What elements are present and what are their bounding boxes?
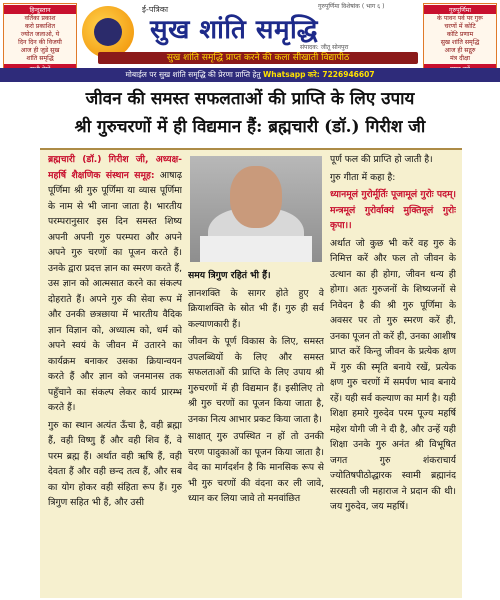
sanskrit-verse: ध्यानमूलं गुरोर्मूर्तिः पूजामूलं गुरोः पदम्। मन्त्रमूलं गुरोर्वाक्यं मुक्तिमूलं गुरोः कृपा।। — [330, 189, 456, 231]
headline-line-1: जीवन की समस्त सफलताओं की प्राप्ति के लिए उपाय — [85, 89, 415, 109]
masthead — [0, 0, 500, 82]
top-divider — [40, 148, 462, 150]
article-paragraph: गुरु का स्थान अत्यंत ऊँचा है, वही ब्रह्मा हैं, वही विष्णु हैं और वही शिव हैं, वे परम ब्रह्म हैं। अर्थात वही ऋषि हैं, वही देवता हैं और वही छन्द तत्व हैं, और सब का योग होकर वही संहिता रूप हैं। गुरु त्रिगुण सहित भी हैं, और उसी — [48, 419, 182, 508]
editor-credit: संपादक: जीतू सोनपुरा — [300, 44, 349, 51]
article-paragraph: अर्थात जो कुछ भी करें वह गुरु के निमित्त करें और फल तो जीवन के उत्थान का ही होगा, जीवन धन्य ही होगा। अतः गुरुजनों के शिष्यजनों से निवेदन है की श्री गुरु पूर्णिमा के अवसर पर तो गुरु स्मरण करें ही, उनका पूजन तो करें ही, उनका आशीष प्राप्त करें किन्तु जीवन के प्रत्येक क्षण में गुरु की स्मृति बनाये रखें, प्रत्येक क्षण गुरु चरणों में समर्पण भाव बनाये रहें। यही सर्व कल्याण का मार्ग है। यही शिक्षा हमारे गुरुदेव परम पूज्य महर्षि महेश योगी जी ने दी है, और उन्हें यही शिक्षा उनके गुरु अनंत श्री विभूषित जगत गुरु शंकराचार्य ज्योतिषपीठोद्धारक स्वामी ब्रह्मानंद सरस्वती जी महाराज ने प्रदान की थी। जय गुरुदेव, जय महर्षि। — [330, 237, 456, 512]
article-body — [40, 148, 462, 598]
article-paragraph: साक्षात् गुरु उपस्थित न हों तो उनकी चरण पादुकाओं का पूजन किया जाता है। वेद का मार्गदर्शन है कि मानसिक रूप से भी गुरु चरणों की वंदना कर ली जावे, ध्यान कर लिया जावे तो मनवांछित — [188, 431, 324, 504]
photo-caption: समय त्रिगुण रहितं भी हैं। — [188, 270, 271, 281]
left-promo-line: ज्योत जलाओ, ये — [20, 31, 60, 38]
left-promo-line: करो प्रकाशित — [24, 23, 56, 30]
right-promo-line: मंत्र दीक्षा — [449, 55, 470, 62]
article-paragraph: जीवन के पूर्ण विकास के लिए, समस्त उपलब्धियों के लिए और समस्त सफलताओं की प्राप्ति के लिए उपाय श्री गुरुचरणों में ही विद्यमान हैं। इसीलिए तो श्री गुरु चरणों का पूजन किया जाता है, उनका नित्य आभार प्रकट किया जाता है। — [188, 336, 324, 425]
epatrika-label: ई-पत्रिका — [142, 5, 169, 14]
masthead-title: सुख शांति समृद्धि — [150, 15, 319, 45]
right-promo-box — [423, 3, 497, 77]
whatsapp-label: Whatsapp — [263, 70, 306, 79]
author-photo — [190, 156, 322, 262]
issue-label: गुरुपूर्णिमा विशेषांक ( भाग ६ ) — [318, 3, 385, 10]
article-paragraph: ज्ञानशक्ति के सागर होते हुए वे क्रियाशक्ति के स्रोत भी हैं। गुरु ही सर्व कल्याणकारी हैं। — [188, 287, 324, 330]
article-paragraph: आषाढ़ पूर्णिमा श्री गुरु पूर्णिमा या व्यास पूर्णिमा के नाम से भी जाना जाता है। भारतीय परम्परानुसार इस दिन समस्त शिष्य अपनी अपनी गुरु परम्परा और अपने अपने गुरु चरणों का पूजन करते हैं। उनके द्वारा प्रदत्त ज्ञान का स्मरण करते हैं, उस ज्ञान को आत्मसात करने का संकल्प दोहराते हैं। अपने गुरु की सेवा रूप में और उनकी छत्रछाया में भारतीय वैदिक ज्ञान विज्ञान को, अध्यात्म को, धर्म को अपने स्वयं के जीवन में उतारने का कार्यक्रम बनाकर उसका क्रियान्वयन करते हैं और ज्ञान को जनमानस तक पहुँचाने का संकल्प लेकर कार्य प्रारम्भ करते हैं। — [48, 169, 182, 413]
mobile-contact-strip — [0, 68, 500, 82]
left-promo-line: शांति समृद्धि — [26, 55, 54, 62]
headline-line-2: श्री गुरुचरणों में ही विद्यमान हैं: ब्रह्मचारी (डॉ.) गिरीश जी — [74, 117, 426, 137]
tagline-banner: सुख शांति समृद्धि प्राप्त करने की कला सीखाती विद्यापीठ — [98, 52, 418, 64]
author-lead: ब्रह्मचारी (डॉ.) गिरीश जी, अध्यक्ष-महर्षि शैक्षणिक संस्थान समूह: — [48, 154, 182, 181]
article-paragraph: गुरु गीता में कहा है: — [330, 171, 396, 183]
right-promo-line: गुरुपूर्णिमा — [424, 5, 496, 14]
article-column-1 — [48, 152, 182, 596]
right-promo-line: आज ही सद्गुरु — [444, 47, 476, 54]
mobile-text: मोबाईल पर सुख शांति समृद्धि की प्रेरणा प्राप्ति हेतु — [125, 70, 261, 79]
article-paragraph: पूर्ण फल की प्राप्ति हो जाती है। — [330, 154, 433, 165]
article-column-3 — [330, 152, 456, 596]
article-column-2 — [188, 268, 324, 596]
left-promo-line: वर्तिका प्रकाश — [24, 15, 56, 22]
right-promo-line: चरणों में कोटि — [444, 23, 476, 30]
right-promo-line: के पावन पर्व पर गुरू — [437, 15, 483, 22]
article-headline — [36, 86, 464, 150]
left-promo-box — [3, 3, 77, 77]
right-promo-line: सुख शांति समृद्धि — [440, 39, 480, 46]
brand-logo-icon — [82, 6, 134, 58]
left-promo-line: आज ही जुडे सुख — [20, 47, 60, 54]
left-promo-line: दिन दिन की विजयी — [18, 39, 62, 46]
right-promo-line: कोटि प्रणाम — [446, 31, 474, 38]
photo-face — [230, 166, 282, 228]
photo-cloth — [200, 236, 312, 262]
left-promo-line: हिन्दुस्तान — [4, 5, 76, 14]
mobile-number: करे: 7226946607 — [307, 70, 375, 79]
